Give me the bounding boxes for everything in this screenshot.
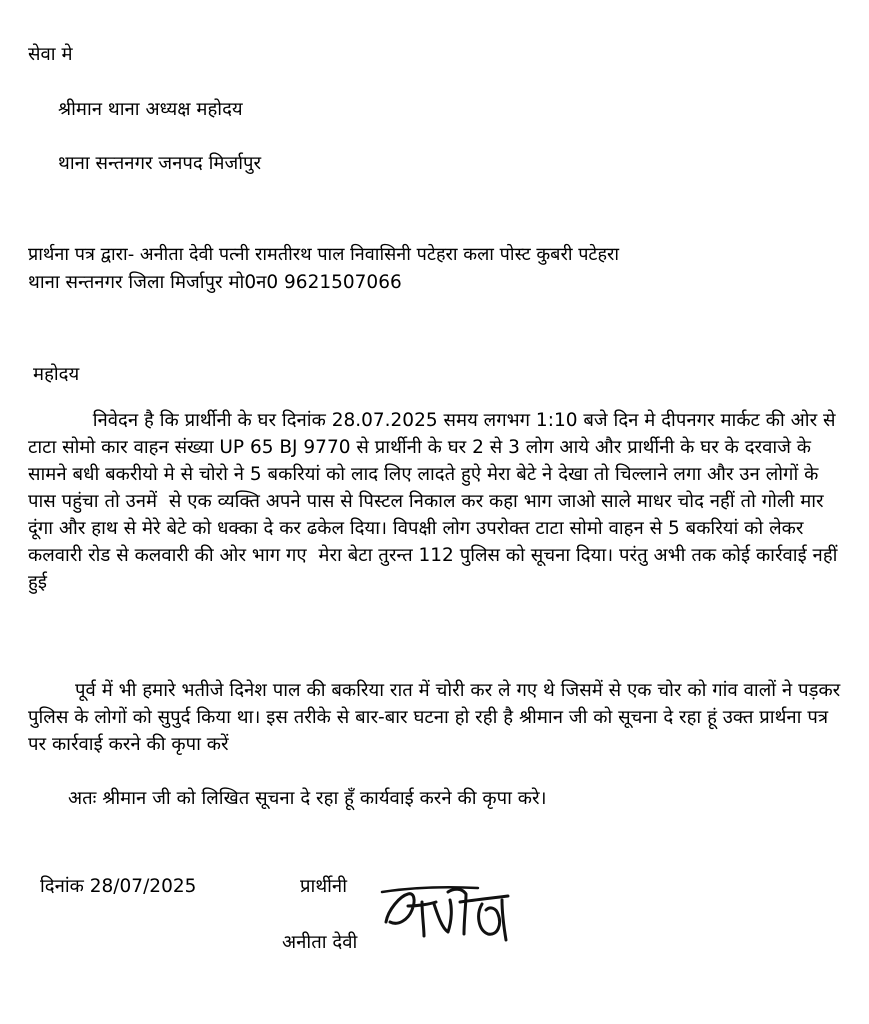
sender-line-2: थाना सन्तनगर जिला मिर्जापुर मो0न0 9621507066 xyxy=(28,272,402,293)
applicant-label: प्रार्थीनी xyxy=(300,876,347,897)
applicant-name: अनीता देवी xyxy=(282,932,358,953)
sender-line-1: प्रार्थना पत्र द्वारा- अनीता देवी पत्नी रामतीरथ पाल निवासिनी पटेहरा कला पोस्ट कुबरी पटेहरा xyxy=(28,244,620,265)
salutation-line-1: सेवा मे xyxy=(28,44,73,65)
body-paragraph-1: निवेदन है कि प्रार्थीनी के घर दिनांक 28.07.2025 समय लगभग 1:10 बजे दिन मे दीपनगर मार्कट की ओर से टाटा सोमो कार वाहन संख्या UP 65 BJ 9770 से प्रार्थीनी के घर 2 से 3 लोग आये और प्रार्थीनी के घर के दरवाजे के सामने बधी बकरीयो मे से चोरो ने 5 बकरियां को लाद लिए लादते हुऐ मेरा बेटे ने देखा तो चिल्लाने लगा और उन लोगों के पास पहुंचा तो उनमें से एक व्यक्ति अपने पास से पिस्टल निकाल कर कहा भाग जाओ साले माधर चोद नहीं तो गोली मार दूंगा और हाथ से मेरे बेटे को धक्का दे कर ढकेल दिया। विपक्षी लोग उपरोक्त टाटा सोमो वाहन से 5 बकरियां को लेकर कलवारी रोड से कलवारी की ओर भाग गए मेरा बेटा तुरन्त 112 पुलिस को सूचना दिया। परंतु अभी तक कोई कार्रवाई नहीं हुई xyxy=(28,410,844,593)
greeting: महोदय xyxy=(33,364,80,385)
date-line: दिनांक 28/07/2025 xyxy=(40,876,197,897)
body-paragraph-2: पूर्व में भी हमारे भतीजे दिनेश पाल की बकरिया रात में चोरी कर ले गए थे जिसमें से एक चोर को गांव वालों ने पड़कर पुलिस के लोगों को सुपुर्द किया था। इस तरीके से बार-बार घटना हो रही है श्रीमान जी को सूचना दे रहा हूं उक्त प्रार्थना पत्र पर कार्रवाई करने की कृपा करें xyxy=(28,680,847,755)
addressee-station: थाना सन्तनगर जनपद मिर्जापुर xyxy=(58,153,262,174)
body-paragraph-3: अतः श्रीमान जी को लिखित सूचना दे रहा हूँ कार्यवाई करने की कृपा करे। xyxy=(68,788,547,809)
addressee-title: श्रीमान थाना अध्यक्ष महोदय xyxy=(58,99,243,120)
handwritten-signature xyxy=(378,870,518,960)
